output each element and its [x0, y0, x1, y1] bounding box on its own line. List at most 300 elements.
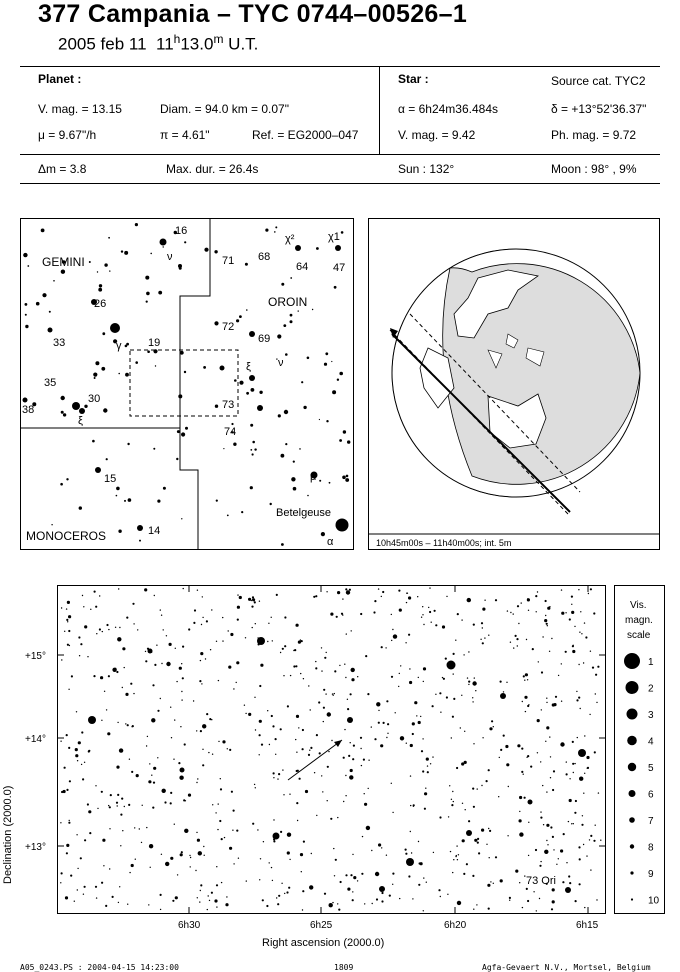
- minute-unit: m: [213, 32, 224, 46]
- detail-star: [513, 613, 514, 614]
- sun-elongation: Sun : 132°: [398, 162, 455, 176]
- detail-star: [417, 596, 418, 597]
- finder-star: [181, 518, 182, 519]
- finder-star: [290, 320, 293, 323]
- detail-star: [78, 741, 81, 744]
- detail-star: [66, 608, 67, 609]
- finder-star: [157, 500, 160, 503]
- detail-star: [272, 640, 273, 641]
- detail-star: [342, 598, 343, 599]
- detail-star: [395, 712, 396, 713]
- detail-star: [528, 822, 529, 823]
- detail-star: [566, 773, 568, 775]
- event-hour: 11: [156, 34, 174, 54]
- detail-star: [301, 871, 302, 872]
- detail-star: [410, 775, 411, 776]
- detail-star: [544, 850, 548, 854]
- finder-star: [321, 532, 325, 536]
- finder-star: [163, 487, 166, 490]
- detail-star: [381, 646, 383, 648]
- detail-star: [218, 741, 219, 742]
- detail-star: [572, 763, 574, 765]
- detail-star: [60, 822, 61, 823]
- detail-star: [582, 815, 583, 816]
- detail-star: [284, 893, 285, 894]
- detail-star: [364, 803, 367, 806]
- detail-star: [112, 668, 116, 672]
- detail-star: [366, 826, 370, 830]
- detail-star: [352, 899, 354, 901]
- detail-star: [451, 799, 452, 800]
- detail-star: [435, 694, 436, 695]
- detail-star: [473, 806, 475, 808]
- detail-star: [545, 615, 546, 616]
- detail-star: [112, 896, 114, 898]
- y-tick-14: +14°: [25, 734, 46, 745]
- detail-star: [486, 844, 487, 845]
- detail-bright-star: [528, 800, 533, 805]
- detail-star: [254, 697, 255, 698]
- detail-star: [260, 664, 263, 667]
- detail-star: [202, 749, 203, 750]
- detail-star: [517, 744, 520, 747]
- detail-star: [220, 788, 222, 790]
- detail-star: [423, 910, 424, 911]
- finder-star: [331, 361, 332, 362]
- finder-star: [109, 270, 110, 271]
- finder-star: [227, 515, 229, 517]
- detail-star: [195, 870, 196, 871]
- detail-star: [477, 842, 479, 844]
- detail-star: [571, 596, 573, 598]
- detail-star: [180, 726, 181, 727]
- detail-star: [510, 612, 511, 613]
- finder-star: [274, 231, 276, 233]
- detail-star: [66, 844, 69, 847]
- detail-star: [546, 702, 547, 703]
- finder-star: [178, 394, 182, 398]
- scale-label: 4: [648, 736, 654, 748]
- detail-star: [546, 840, 547, 841]
- detail-star: [495, 599, 497, 601]
- finder-star: [116, 487, 120, 491]
- finder-star-label: 15: [104, 473, 117, 485]
- delta-magnitude: Δm = 3.8: [38, 162, 87, 176]
- globe-map: [368, 218, 660, 550]
- detail-star: [457, 901, 461, 905]
- detail-star: [350, 769, 353, 772]
- detail-star: [148, 904, 149, 905]
- detail-star: [558, 858, 559, 859]
- detail-star: [526, 888, 528, 890]
- detail-star: [82, 778, 84, 780]
- detail-star: [590, 588, 592, 590]
- detail-star: [400, 736, 404, 740]
- detail-star: [506, 763, 509, 766]
- detail-bright-star: [406, 858, 414, 866]
- detail-star: [101, 882, 103, 884]
- detail-star: [423, 877, 424, 878]
- detail-star: [97, 808, 98, 809]
- detail-star: [190, 866, 191, 867]
- detail-star: [596, 702, 597, 703]
- detail-star: [495, 856, 497, 858]
- detail-star: [327, 800, 328, 801]
- detail-star: [486, 780, 488, 782]
- detail-star: [593, 612, 595, 614]
- detail-bright-star: [379, 886, 385, 892]
- detail-star: [420, 716, 421, 717]
- finder-star: [285, 353, 288, 356]
- finder-star: [316, 247, 319, 250]
- detail-star: [337, 903, 338, 904]
- finder-star-label: 73: [222, 399, 235, 411]
- finder-star: [303, 406, 306, 409]
- detail-star: [119, 627, 120, 628]
- detail-star: [447, 894, 448, 895]
- detail-star: [431, 622, 432, 623]
- detail-star: [124, 667, 125, 668]
- detail-star: [148, 780, 151, 783]
- detail-star: [438, 889, 440, 891]
- detail-star: [299, 778, 301, 780]
- finder-star: [233, 443, 236, 446]
- detail-star: [96, 897, 97, 898]
- detail-star: [196, 730, 197, 731]
- detail-star: [586, 855, 587, 856]
- finder-star: [89, 261, 91, 263]
- detail-star: [151, 775, 152, 776]
- finder-star: [53, 280, 55, 282]
- detail-star: [229, 749, 231, 751]
- detail-star: [371, 726, 372, 727]
- detail-star: [583, 793, 584, 794]
- detail-star: [157, 710, 159, 712]
- detail-star: [289, 794, 290, 795]
- detail-star: [442, 625, 445, 628]
- detail-star: [597, 666, 599, 668]
- finder-star: [176, 458, 178, 460]
- detail-star: [544, 619, 547, 622]
- detail-star: [199, 680, 201, 682]
- finder-bright-star: [72, 402, 80, 410]
- detail-star: [77, 889, 78, 890]
- detail-star: [102, 631, 103, 632]
- detail-star: [118, 588, 119, 589]
- detail-star: [200, 730, 202, 732]
- detail-star: [61, 872, 63, 874]
- detail-star: [338, 909, 340, 911]
- detail-star: [365, 655, 367, 657]
- detail-star: [530, 766, 532, 768]
- detail-star: [540, 817, 542, 819]
- detail-star: [280, 831, 282, 833]
- planet-vmag: V. mag. = 13.15: [38, 102, 122, 116]
- detail-star: [296, 625, 297, 626]
- detail-star: [455, 640, 456, 641]
- detail-star: [211, 609, 212, 610]
- detail-star: [585, 636, 587, 638]
- y-axis-label: Declination (2000.0): [2, 785, 14, 884]
- detail-star: [61, 607, 62, 608]
- detail-star: [517, 605, 519, 607]
- detail-star: [462, 803, 463, 804]
- detail-star: [484, 637, 485, 638]
- detail-star: [169, 643, 172, 646]
- finder-star: [146, 301, 148, 303]
- detail-star: [268, 623, 269, 624]
- finder-star: [179, 267, 182, 270]
- finder-star: [145, 276, 149, 280]
- detail-star: [68, 747, 70, 749]
- detail-star: [586, 756, 589, 759]
- detail-star: [139, 828, 140, 829]
- detail-star: [309, 750, 310, 751]
- detail-star: [482, 642, 484, 644]
- finder-star: [312, 309, 313, 310]
- detail-star: [301, 640, 303, 642]
- detail-star: [568, 875, 570, 877]
- detail-star: [392, 873, 394, 875]
- detail-star: [353, 876, 356, 879]
- detail-star: [259, 754, 260, 755]
- detail-star: [571, 604, 572, 605]
- detail-star: [464, 731, 465, 732]
- detail-star: [134, 827, 135, 828]
- detail-star: [200, 660, 201, 661]
- detail-star: [600, 840, 601, 841]
- detail-star: [77, 868, 78, 869]
- finder-star: [239, 381, 243, 385]
- detail-star: [418, 884, 420, 886]
- detail-star: [412, 898, 413, 899]
- finder-star: [94, 377, 96, 379]
- detail-star: [429, 611, 431, 613]
- finder-bright-star: [160, 239, 167, 246]
- detail-star: [266, 905, 268, 907]
- finder-star: [343, 430, 346, 433]
- finder-star: [246, 309, 248, 311]
- detail-star: [284, 616, 286, 618]
- moon-elongation: Moon : 98° , 9%: [551, 162, 637, 176]
- detail-star: [546, 698, 547, 699]
- detail-star: [236, 830, 238, 832]
- finder-star: [121, 250, 123, 252]
- finder-star: [329, 482, 331, 484]
- detail-star: [337, 817, 338, 818]
- detail-star: [314, 772, 315, 773]
- finder-star-label: 71: [222, 255, 235, 267]
- detail-star: [489, 857, 490, 858]
- detail-star: [452, 791, 453, 792]
- detail-star: [589, 714, 590, 715]
- detail-star: [129, 759, 130, 760]
- finder-bright-star: [249, 331, 255, 337]
- detail-star: [472, 701, 473, 702]
- detail-star: [509, 900, 510, 901]
- detail-star: [153, 767, 156, 770]
- detail-star: [287, 705, 289, 707]
- detail-star: [288, 887, 290, 889]
- detail-star: [277, 778, 278, 779]
- detail-star: [188, 794, 191, 797]
- detail-star: [233, 688, 234, 689]
- detail-star: [295, 739, 296, 740]
- detail-star: [273, 838, 275, 840]
- detail-star: [166, 662, 170, 666]
- finder-star-label: α: [327, 536, 334, 548]
- detail-star: [446, 596, 447, 597]
- detail-star: [83, 606, 84, 607]
- detail-star: [76, 711, 77, 712]
- detail-star: [149, 763, 150, 764]
- detail-star: [581, 824, 583, 826]
- info-mid-rule: [20, 154, 660, 155]
- detail-star: [418, 841, 419, 842]
- finder-star: [301, 381, 303, 383]
- finder-star-label: 16: [175, 225, 188, 237]
- detail-star: [500, 749, 502, 751]
- detail-star: [70, 875, 72, 877]
- detail-star: [457, 859, 458, 860]
- detail-star: [340, 881, 342, 883]
- detail-star: [128, 804, 130, 806]
- finder-star-label: 68: [258, 251, 271, 263]
- detail-star: [408, 596, 411, 599]
- detail-star: [66, 852, 68, 854]
- detail-star: [357, 676, 358, 677]
- scale-label: 10: [648, 895, 660, 907]
- detail-star: [330, 613, 333, 616]
- detail-star: [539, 898, 540, 899]
- detail-star: [498, 796, 499, 797]
- detail-star: [127, 904, 128, 905]
- finder-star: [184, 241, 186, 243]
- finder-bright-star: [95, 467, 101, 473]
- finder-star-label: 30: [88, 393, 101, 405]
- footer-organization: Agfa-Gevaert N.V., Mortsel, Belgium: [482, 963, 651, 972]
- detail-star: [96, 633, 97, 634]
- finder-star: [265, 229, 268, 232]
- detail-star: [163, 629, 164, 630]
- detail-star: [439, 816, 441, 818]
- detail-star: [575, 800, 577, 802]
- detail-star: [302, 729, 304, 731]
- finder-star: [216, 500, 218, 502]
- detail-star: [449, 785, 450, 786]
- info-divider: [379, 66, 380, 154]
- detail-star: [453, 653, 455, 655]
- detail-star: [409, 681, 412, 684]
- detail-star: [410, 831, 411, 832]
- detail-star: [252, 627, 253, 628]
- finder-star: [124, 500, 126, 502]
- detail-star: [81, 764, 82, 765]
- detail-star: [316, 815, 317, 816]
- detail-star: [116, 766, 119, 769]
- detail-star: [378, 588, 379, 589]
- detail-star: [341, 613, 343, 615]
- detail-star: [160, 909, 161, 910]
- detail-star: [579, 883, 581, 885]
- finder-star: [153, 349, 157, 353]
- detail-star: [108, 629, 109, 630]
- detail-star: [393, 634, 397, 638]
- detail-star: [200, 652, 203, 655]
- scale-dot: [630, 871, 633, 874]
- detail-star: [104, 691, 105, 692]
- detail-star: [528, 610, 529, 611]
- detail-star: [255, 623, 256, 624]
- detail-star: [405, 849, 407, 851]
- detail-star: [244, 705, 245, 706]
- detail-star: [203, 846, 204, 847]
- detail-star: [68, 822, 70, 824]
- finder-star: [25, 303, 28, 306]
- detail-star: [345, 795, 346, 796]
- detail-star: [550, 777, 551, 778]
- finder-star: [214, 250, 217, 253]
- detail-star: [278, 773, 280, 775]
- detail-star: [577, 737, 578, 738]
- finder-bright-star: [249, 375, 255, 381]
- detail-star: [509, 897, 511, 899]
- finder-star: [23, 253, 27, 257]
- finder-star: [116, 495, 118, 497]
- detail-star: [362, 836, 363, 837]
- finder-star: [339, 439, 342, 442]
- detail-star: [360, 748, 361, 749]
- finder-star-label: χ1: [328, 231, 340, 243]
- detail-star: [200, 884, 202, 886]
- max-duration: Max. dur. = 26.4s: [166, 162, 259, 176]
- detail-star: [450, 851, 451, 852]
- detail-star: [211, 892, 213, 894]
- finder-bright-star: [257, 405, 263, 411]
- detail-star: [491, 720, 493, 722]
- detail-star: [588, 593, 589, 594]
- detail-star: [267, 641, 268, 642]
- detail-star: [61, 791, 63, 793]
- detail-star: [349, 775, 353, 779]
- detail-star: [325, 693, 326, 694]
- detail-star: [202, 617, 203, 618]
- detail-star: [303, 841, 305, 843]
- detail-star: [451, 737, 452, 738]
- finder-star: [281, 283, 284, 286]
- detail-star: [558, 675, 559, 676]
- detail-star: [432, 705, 434, 707]
- detail-star: [323, 707, 325, 709]
- detail-star: [424, 792, 427, 795]
- detail-star: [575, 900, 577, 902]
- detail-star: [126, 617, 128, 619]
- detail-star: [259, 601, 260, 602]
- detail-star: [468, 651, 469, 652]
- detail-star: [283, 675, 284, 676]
- detail-star: [271, 867, 272, 868]
- detail-star: [345, 874, 347, 876]
- detail-star: [200, 890, 201, 891]
- detail-star: [409, 668, 410, 669]
- detail-star: [493, 726, 494, 727]
- event-date: 2005 feb 11: [58, 34, 147, 54]
- detail-star: [212, 754, 213, 755]
- detail-star: [421, 750, 423, 752]
- finder-star: [99, 284, 102, 287]
- detail-star: [576, 691, 577, 692]
- detail-star: [281, 883, 282, 884]
